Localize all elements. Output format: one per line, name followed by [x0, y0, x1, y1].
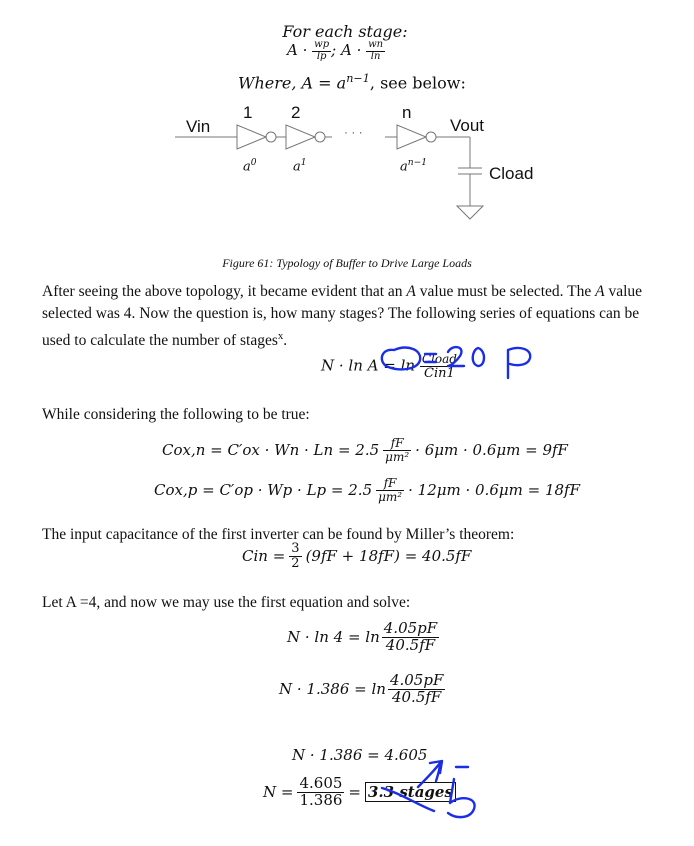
wn-over-ln	[366, 40, 385, 62]
inverter-1-triangle	[237, 125, 266, 149]
let-a-paragraph: Let A =4, and now we may use the first equation and solve:	[42, 594, 411, 611]
eq3-lhs: N · 1.386 = ln	[279, 680, 386, 699]
coxn-rhs: · 6μm · 0.6μm = 9fF	[415, 441, 568, 460]
vin-label: Vin	[186, 117, 211, 136]
lp: lp	[316, 50, 327, 62]
stage-label-1: 1	[243, 103, 253, 122]
scale-a1	[293, 158, 307, 174]
coxp-unit-bottom: μm²	[378, 489, 403, 504]
sizing-a-p: A ·	[287, 41, 308, 59]
vout-label: Vout	[450, 116, 485, 135]
scale-exp: 1	[300, 158, 307, 168]
cin-lhs: Cin =	[242, 547, 286, 566]
handwritten-stages-note	[360, 745, 500, 825]
cox-n-equation	[162, 437, 568, 463]
eq5-numerator: 4.605	[299, 774, 343, 792]
coxn-unit-bottom: μm²	[385, 449, 410, 464]
for-each-stage-heading: For each stage:	[282, 22, 408, 41]
wp: wp	[314, 39, 330, 50]
coxn-lhs: Cox,n = C′ox · Wn · Ln = 2.5	[162, 441, 380, 460]
cin-denominator: 2	[291, 555, 300, 571]
p1-text-c: value selected was 4. Now the question is, how many stages? The following series of equations can be used to calculate the number of stages	[42, 283, 643, 350]
where-exponent: n−1	[346, 72, 370, 85]
cin-fraction	[289, 542, 301, 570]
eq5-fraction	[297, 776, 344, 809]
eq5-equals: =	[348, 783, 361, 802]
miller-paragraph: The input capacitance of the first inverter can be found by Miller’s theorem:	[42, 526, 515, 543]
digit-0	[473, 348, 484, 366]
p1-var-a2: A	[595, 283, 605, 300]
coxn-unit	[383, 437, 411, 463]
intro-paragraph	[42, 281, 667, 352]
p1-text-b: value must be selected. The	[415, 283, 596, 300]
scale-base: a	[243, 159, 251, 175]
digit-5	[448, 779, 475, 817]
eq1-numerator: Cload	[421, 352, 457, 366]
cload-label: Cload	[489, 164, 534, 183]
scale-base: a	[400, 159, 408, 175]
inverter-2-triangle	[286, 125, 315, 149]
eq2-numerator: 4.05pF	[383, 619, 438, 637]
eq3-denominator: 40.5fF	[391, 687, 442, 706]
eq3-numerator: 4.05pF	[389, 671, 444, 689]
scale-an-1	[400, 158, 427, 174]
letter-p	[508, 348, 530, 378]
eq5-denominator: 1.386	[299, 790, 343, 809]
eq1-denominator: Cin1	[424, 365, 455, 381]
stage-sizing-formula	[287, 40, 385, 62]
eq1-lhs: N · ln A = ln	[321, 356, 416, 375]
inverter-n-bubble	[426, 132, 436, 142]
cox-p-equation	[154, 477, 580, 503]
scale-base: a	[293, 159, 301, 175]
n-ln4-equation	[287, 621, 439, 654]
strike-through	[382, 788, 434, 811]
coxp-unit	[376, 477, 404, 503]
cin-equation	[242, 542, 471, 570]
scale-exp: 0	[250, 158, 257, 168]
scale-exp: n−1	[407, 158, 428, 168]
considering-paragraph: While considering the following to be true:	[42, 406, 310, 423]
eq2-lhs: N · ln 4 = ln	[287, 628, 380, 647]
buffer-chain-diagram	[160, 95, 560, 230]
inverter-n-triangle	[397, 125, 426, 149]
coxn-unit-top: fF	[390, 436, 404, 450]
stage-label-n: n	[402, 103, 412, 122]
inverter-2-bubble	[315, 132, 325, 142]
p1-text-a: After seeing the above topology, it became evident that an	[42, 283, 407, 300]
where-a-definition	[238, 72, 466, 93]
ellipsis-dots: · · ·	[344, 125, 363, 139]
coxp-rhs: · 12μm · 0.6μm = 18fF	[408, 481, 580, 500]
eq2-denominator: 40.5fF	[385, 635, 436, 654]
wn: wn	[368, 39, 384, 50]
stages-result-box: 3.3 stages	[365, 782, 456, 802]
digit-2	[448, 347, 464, 366]
coxp-unit-top: fF	[383, 476, 397, 490]
cin-rhs: (9fF + 18fF) = 40.5fF	[305, 547, 472, 566]
wp-over-lp	[312, 40, 331, 62]
figure-caption: Figure 61: Typology of Buffer to Drive Large Loads	[222, 256, 472, 270]
separator: ;	[331, 41, 337, 59]
ground-symbol	[457, 206, 483, 219]
sizing-a-n: A ·	[340, 41, 362, 59]
inverter-1-bubble	[266, 132, 276, 142]
scale-a0	[243, 158, 257, 174]
citation-superscript: x	[277, 330, 284, 342]
handwritten-cload-note	[360, 338, 540, 398]
n-1386-value-equation: N · 1.386 = 4.605	[292, 746, 428, 764]
ln: ln	[370, 50, 381, 62]
circle-mark	[382, 348, 420, 370]
n-1386-ln-equation	[279, 673, 445, 706]
p1-end: .	[283, 332, 288, 350]
cin-numerator: 3	[291, 541, 300, 556]
stage-label-2: 2	[291, 103, 301, 122]
arrow-shaft	[418, 763, 440, 787]
where-suffix: , see below:	[369, 73, 466, 93]
eq3-fraction	[388, 673, 445, 706]
eq5-lhs: N =	[263, 783, 294, 802]
eq2-fraction	[382, 621, 439, 654]
coxp-lhs: Cox,p = C′op · Wp · Lp = 2.5	[154, 481, 373, 500]
where-prefix: Where, A = a	[238, 73, 347, 93]
p1-var-a: A	[406, 283, 416, 300]
